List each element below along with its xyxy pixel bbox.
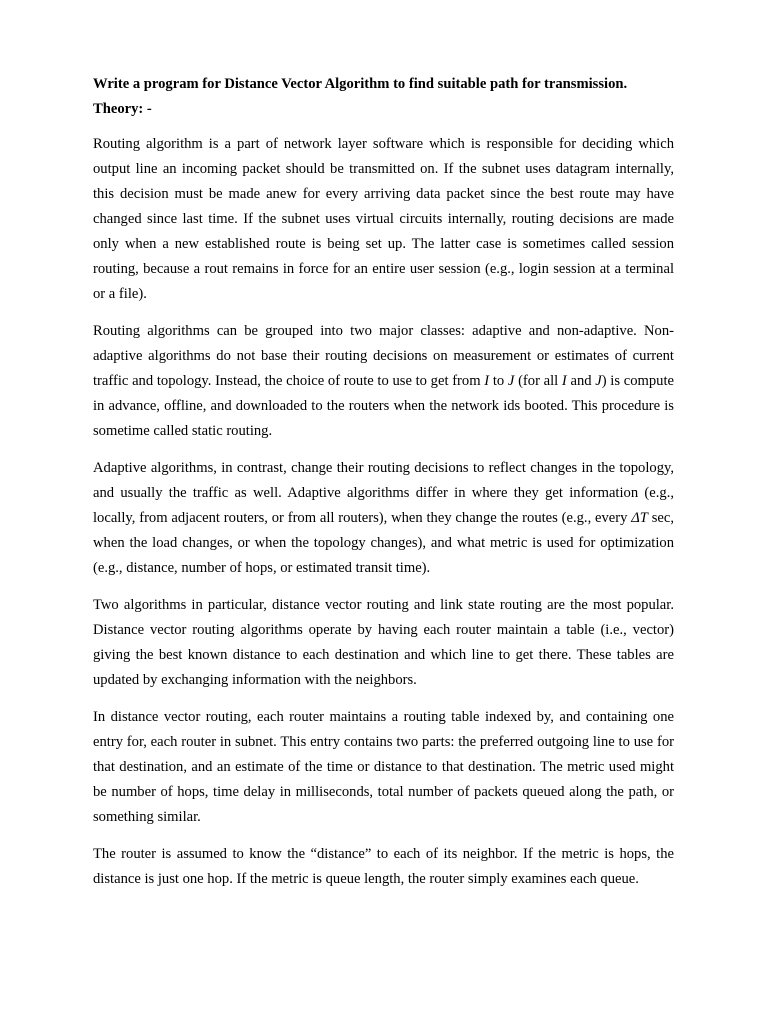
- theory-label: Theory: -: [93, 101, 152, 117]
- document-title: Write a program for Distance Vector Algorithm to find suitable path for transmission.: [93, 76, 628, 92]
- paragraph-text: and: [566, 373, 596, 389]
- paragraph-text: (for all: [514, 373, 562, 389]
- paragraph-two-algorithms: Two algorithms in particular, distance vector routing and link state routing are the most popular. Distance vector routing algorithms operate by having each router maintain a table (i.e., vector) giving the best known distance to each destination and which line to get there. These tables are updated by exchanging information with the neighbors.: [93, 597, 674, 688]
- variable-j: J: [595, 373, 602, 389]
- paragraph-text: to: [489, 373, 508, 389]
- paragraph-text: Routing algorithms can be grouped into two major classes: adaptive and non-adaptive. Non-adaptive algorithms do not base their routing decisions on measurement or estimates of current traffic and topology. Instead, the choice of route to use to get from: [93, 323, 674, 389]
- paragraph-text: Adaptive algorithms, in contrast, change their routing decisions to reflect changes in the topology, and usually the traffic as well. Adaptive algorithms differ in where they get information (e.g., locally, from adjacent routers, or from all routers), when they change the routes (e.g., every: [93, 460, 674, 526]
- paragraph-text: sec, when the load changes, or when the topology changes), and what metric is used for optimization (e.g., distance, number of hops, or estimated transit time).: [93, 510, 675, 576]
- paragraph-routing-intro: Routing algorithm is a part of network layer software which is responsible for deciding which output line an incoming packet should be transmitted on. If the subnet uses datagram internally, this decision must be made anew for every arriving data packet since the best route may have changed since last time. If the subnet uses virtual circuits internally, routing decisions are made only when a new established route is being set up. The latter case is sometimes called session routing, because a rout remains in force for an entire user session (e.g., login session at a terminal or a file).: [93, 136, 674, 302]
- document-page: [93, 72, 674, 904]
- paragraph-router-distance: The router is assumed to know the “distance” to each of its neighbor. If the metric is hops, the distance is just one hop. If the metric is queue length, the router simply examines each queue.: [93, 846, 674, 887]
- paragraph-routing-classes: [93, 319, 674, 444]
- paragraph-distance-vector-routing: In distance vector routing, each router maintains a routing table indexed by, and containing one entry for, each router in subnet. This entry contains two parts: the preferred outgoing line to use for that destination, and an estimate of the time or distance to that destination. The metric used might be number of hops, time delay in milliseconds, total number of packets queued along the path, or something similar.: [93, 709, 674, 825]
- variable-i: I: [484, 373, 490, 389]
- paragraph-text: ) is compute in advance, offline, and downloaded to the routers when the network ids booted. This procedure is sometime called static routing.: [93, 373, 674, 439]
- variable-j: J: [507, 373, 515, 389]
- delta-t-symbol: ΔT: [631, 510, 648, 526]
- variable-i: I: [561, 373, 567, 389]
- paragraph-adaptive-algorithms: [93, 456, 674, 581]
